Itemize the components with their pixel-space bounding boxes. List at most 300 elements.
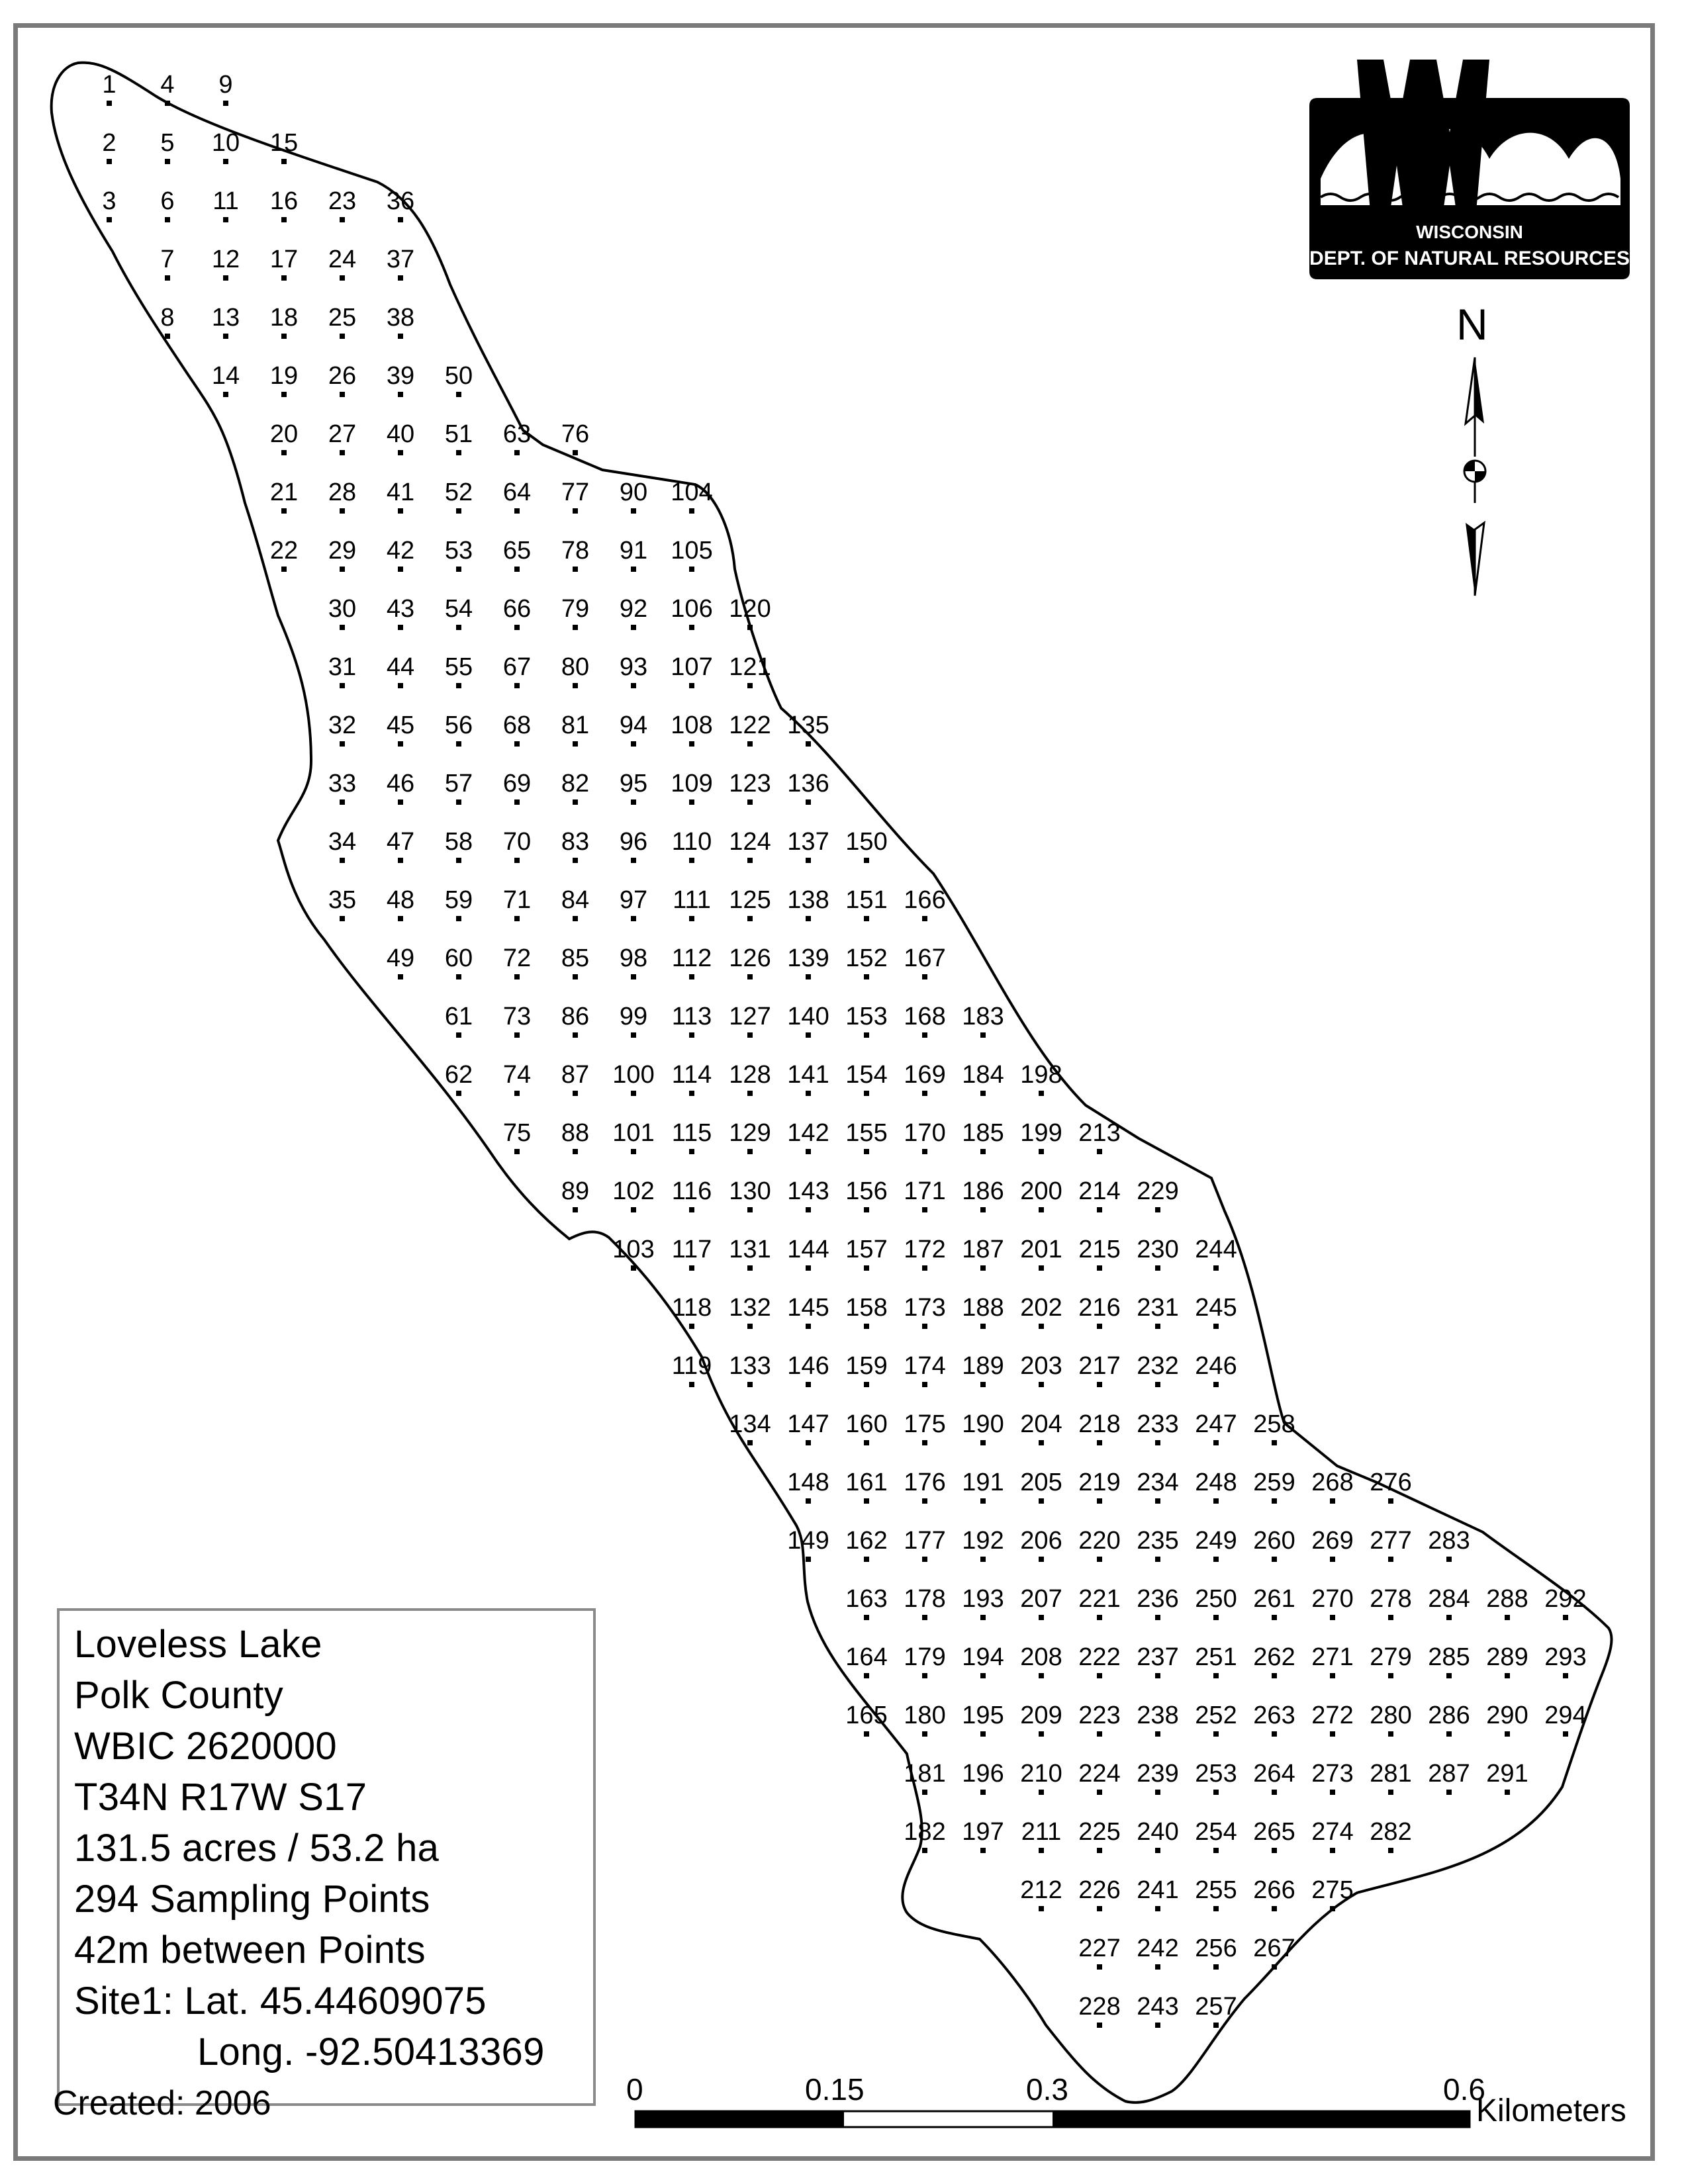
point-marker [1272, 1498, 1277, 1504]
point-marker [281, 392, 287, 397]
point-label: 137 [787, 828, 829, 856]
point-marker [107, 217, 112, 222]
point-label: 12 [211, 246, 240, 273]
point-marker [922, 1149, 927, 1154]
point-label: 57 [444, 770, 473, 797]
point-label: 160 [845, 1410, 888, 1438]
point-label: 56 [444, 711, 473, 739]
point-label: 82 [561, 770, 590, 797]
point-label: 167 [904, 944, 946, 972]
point-label: 142 [787, 1119, 829, 1147]
point-marker [864, 1557, 869, 1562]
point-marker [340, 217, 345, 222]
point-label: 29 [328, 537, 357, 565]
point-marker [689, 1382, 694, 1387]
point-marker [1097, 1848, 1102, 1853]
point-label: 49 [386, 944, 415, 972]
point-label: 103 [612, 1236, 655, 1263]
point-label: 51 [444, 420, 473, 448]
point-marker [340, 508, 345, 514]
point-label: 9 [218, 71, 233, 99]
point-label: 273 [1311, 1760, 1354, 1788]
point-label: 231 [1137, 1294, 1179, 1322]
point-marker [573, 799, 578, 805]
point-marker [631, 1032, 636, 1038]
point-marker [1563, 1731, 1568, 1737]
logo-line2: DEPT. OF NATURAL RESOURCES [1309, 248, 1630, 269]
point-marker [514, 683, 520, 688]
point-label: 230 [1137, 1236, 1179, 1263]
point-marker [747, 916, 753, 921]
point-marker [1039, 1091, 1044, 1096]
point-label: 139 [787, 944, 829, 972]
point-label: 176 [904, 1469, 946, 1496]
point-marker [980, 1091, 986, 1096]
point-marker [1213, 1324, 1219, 1329]
point-marker [573, 450, 578, 455]
point-label: 162 [845, 1527, 888, 1555]
point-label: 36 [386, 187, 415, 215]
point-marker [340, 858, 345, 863]
point-label: 121 [729, 653, 771, 681]
point-label: 250 [1195, 1585, 1237, 1613]
point-marker [1213, 1382, 1219, 1387]
point-label: 201 [1020, 1236, 1062, 1263]
point-label: 129 [729, 1119, 771, 1147]
north-label: N [1456, 300, 1488, 349]
point-marker [980, 1382, 986, 1387]
point-marker [1097, 2023, 1102, 2028]
point-label: 4 [160, 71, 175, 99]
point-label: 242 [1137, 1934, 1179, 1962]
point-label: 76 [561, 420, 590, 448]
point-marker [631, 916, 636, 921]
point-label: 86 [561, 1003, 590, 1030]
point-label: 23 [328, 187, 357, 215]
county: Polk County [74, 1674, 284, 1717]
point-marker [689, 1149, 694, 1154]
point-marker [922, 916, 927, 921]
point-label: 69 [502, 770, 532, 797]
point-marker [281, 334, 287, 339]
point-marker [980, 1557, 986, 1562]
point-marker [1097, 1324, 1102, 1329]
point-marker [631, 799, 636, 805]
point-marker [1213, 1906, 1219, 1911]
point-label: 246 [1195, 1352, 1237, 1380]
point-marker [806, 974, 811, 979]
point-label: 2 [102, 129, 117, 157]
point-marker [1039, 1673, 1044, 1678]
point-marker [1272, 1848, 1277, 1853]
point-label: 220 [1078, 1527, 1121, 1555]
point-marker [1097, 1673, 1102, 1678]
info-box [57, 1608, 596, 2106]
point-marker [1446, 1557, 1452, 1562]
point-label: 105 [671, 537, 713, 565]
point-marker [1388, 1498, 1393, 1504]
point-marker [1213, 1964, 1219, 1970]
point-label: 147 [787, 1410, 829, 1438]
point-label: 141 [787, 1061, 829, 1089]
point-marker [398, 334, 403, 339]
point-label: 70 [502, 828, 532, 856]
point-marker [1155, 1673, 1160, 1678]
point-label: 73 [502, 1003, 532, 1030]
point-label: 136 [787, 770, 829, 797]
point-marker [1097, 1440, 1102, 1445]
point-label: 197 [962, 1818, 1004, 1846]
point-label: 169 [904, 1061, 946, 1089]
point-marker [1155, 1731, 1160, 1737]
point-label: 166 [904, 886, 946, 914]
point-label: 284 [1428, 1585, 1470, 1613]
point-marker [1039, 1790, 1044, 1795]
point-marker [747, 1324, 753, 1329]
point-marker [456, 799, 461, 805]
point-marker [806, 1498, 811, 1504]
point-marker [340, 392, 345, 397]
point-marker [1097, 1906, 1102, 1911]
point-marker [747, 741, 753, 747]
point-label: 198 [1020, 1061, 1062, 1089]
point-label: 146 [787, 1352, 829, 1380]
point-marker [1213, 1498, 1219, 1504]
point-marker [1039, 1207, 1044, 1212]
point-marker [1155, 1790, 1160, 1795]
point-label: 85 [561, 944, 590, 972]
point-marker [1388, 1557, 1393, 1562]
point-marker [980, 1498, 986, 1504]
point-marker [573, 508, 578, 514]
point-label: 276 [1370, 1469, 1412, 1496]
point-label: 234 [1137, 1469, 1179, 1496]
point-marker [1097, 1964, 1102, 1970]
point-marker [1155, 1324, 1160, 1329]
point-marker [922, 1382, 927, 1387]
point-label: 204 [1020, 1410, 1062, 1438]
point-marker [398, 392, 403, 397]
point-label: 212 [1020, 1876, 1062, 1904]
point-label: 263 [1253, 1702, 1295, 1729]
point-marker [689, 799, 694, 805]
point-label: 233 [1137, 1410, 1179, 1438]
scale-tick-0: 0 [626, 2072, 643, 2107]
lake-name: Loveless Lake [74, 1623, 322, 1666]
point-label: 235 [1137, 1527, 1179, 1555]
point-label: 108 [671, 711, 713, 739]
point-label: 259 [1253, 1469, 1295, 1496]
point-label: 67 [502, 653, 532, 681]
point-label: 241 [1137, 1876, 1179, 1904]
point-marker [1155, 1557, 1160, 1562]
point-marker [1213, 1673, 1219, 1678]
point-marker [165, 159, 170, 164]
point-marker [514, 741, 520, 747]
point-marker [689, 1324, 694, 1329]
point-marker [1563, 1615, 1568, 1620]
point-marker [514, 625, 520, 630]
point-marker [1097, 1265, 1102, 1271]
point-label: 140 [787, 1003, 829, 1030]
point-label: 3 [102, 187, 117, 215]
point-label: 206 [1020, 1527, 1062, 1555]
point-marker [107, 159, 112, 164]
point-label: 264 [1253, 1760, 1295, 1788]
point-label: 253 [1195, 1760, 1237, 1788]
point-marker [456, 508, 461, 514]
point-marker [980, 1440, 986, 1445]
point-label: 173 [904, 1294, 946, 1322]
point-marker [340, 450, 345, 455]
point-marker [1039, 1440, 1044, 1445]
point-label: 149 [787, 1527, 829, 1555]
point-label: 122 [729, 711, 771, 739]
point-label: 39 [386, 362, 415, 390]
point-marker [922, 1673, 927, 1678]
point-marker [281, 275, 287, 281]
point-marker [573, 683, 578, 688]
point-label: 127 [729, 1003, 771, 1030]
point-label: 24 [328, 246, 357, 273]
point-label: 80 [561, 653, 590, 681]
point-label: 244 [1195, 1236, 1237, 1263]
point-marker [864, 1615, 869, 1620]
point-label: 265 [1253, 1818, 1295, 1846]
point-marker [573, 916, 578, 921]
point-marker [1039, 1324, 1044, 1329]
point-label: 237 [1137, 1643, 1179, 1671]
point-label: 219 [1078, 1469, 1121, 1496]
point-label: 47 [386, 828, 415, 856]
point-label: 98 [619, 944, 648, 972]
point-marker [1039, 1149, 1044, 1154]
point-marker [573, 567, 578, 572]
point-marker [747, 625, 753, 630]
point-marker [1388, 1731, 1393, 1737]
point-marker [747, 1091, 753, 1096]
point-marker [1213, 1265, 1219, 1271]
point-label: 130 [729, 1177, 771, 1205]
point-label: 194 [962, 1643, 1004, 1671]
point-marker [689, 741, 694, 747]
point-marker [1213, 1848, 1219, 1853]
point-marker [456, 683, 461, 688]
point-marker [340, 799, 345, 805]
point-marker [514, 974, 520, 979]
point-marker [1330, 1557, 1335, 1562]
point-label: 5 [160, 129, 175, 157]
point-label: 119 [671, 1352, 712, 1380]
point-label: 26 [328, 362, 357, 390]
point-label: 174 [904, 1352, 946, 1380]
point-label: 78 [561, 537, 590, 565]
point-label: 229 [1137, 1177, 1179, 1205]
site-longitude: Long. -92.50413369 [197, 2030, 545, 2073]
point-label: 117 [671, 1236, 712, 1263]
point-label: 199 [1020, 1119, 1062, 1147]
area: 131.5 acres / 53.2 ha [74, 1827, 440, 1870]
point-label: 144 [787, 1236, 829, 1263]
point-label: 277 [1370, 1527, 1412, 1555]
point-label: 54 [444, 595, 473, 623]
point-marker [1272, 1440, 1277, 1445]
point-label: 193 [962, 1585, 1004, 1613]
point-label: 261 [1253, 1585, 1295, 1613]
point-marker [1213, 1557, 1219, 1562]
point-marker [456, 567, 461, 572]
point-label: 190 [962, 1410, 1004, 1438]
point-label: 99 [619, 1003, 648, 1030]
point-label: 21 [269, 478, 299, 506]
point-label: 27 [328, 420, 357, 448]
point-label: 28 [328, 478, 357, 506]
point-label: 188 [962, 1294, 1004, 1322]
point-label: 158 [845, 1294, 888, 1322]
point-marker [922, 1324, 927, 1329]
point-marker [689, 683, 694, 688]
point-marker [223, 159, 228, 164]
point-label: 159 [845, 1352, 888, 1380]
point-marker [1155, 1382, 1160, 1387]
point-label: 150 [845, 828, 888, 856]
point-marker [922, 1615, 927, 1620]
point-marker [1213, 1615, 1219, 1620]
dnr-logo [1304, 46, 1635, 281]
point-marker [1155, 1265, 1160, 1271]
point-label: 257 [1195, 1993, 1237, 2021]
point-label: 255 [1195, 1876, 1237, 1904]
point-label: 62 [444, 1061, 473, 1089]
point-label: 161 [845, 1469, 888, 1496]
point-marker [514, 1091, 520, 1096]
point-marker [980, 1207, 986, 1212]
point-marker [398, 916, 403, 921]
point-label: 55 [444, 653, 473, 681]
point-label: 269 [1311, 1527, 1354, 1555]
point-label: 61 [444, 1003, 473, 1030]
point-marker [456, 1091, 461, 1096]
scale-unit: Kilometers [1476, 2093, 1626, 2128]
point-label: 172 [904, 1236, 946, 1263]
point-marker [631, 567, 636, 572]
point-label: 238 [1137, 1702, 1179, 1729]
point-label: 75 [502, 1119, 532, 1147]
point-label: 106 [671, 595, 713, 623]
point-marker [980, 1324, 986, 1329]
point-label: 143 [787, 1177, 829, 1205]
point-label: 221 [1078, 1585, 1121, 1613]
point-label: 279 [1370, 1643, 1412, 1671]
point-label: 196 [962, 1760, 1004, 1788]
point-label: 19 [269, 362, 299, 390]
point-marker [689, 974, 694, 979]
point-label: 115 [671, 1119, 712, 1147]
point-marker [806, 1324, 811, 1329]
point-marker [573, 858, 578, 863]
point-marker [747, 1207, 753, 1212]
point-marker [398, 275, 403, 281]
point-marker [398, 799, 403, 805]
point-label: 268 [1311, 1469, 1354, 1496]
point-marker [398, 567, 403, 572]
point-label: 164 [845, 1643, 888, 1671]
point-marker [1330, 1673, 1335, 1678]
point-marker [631, 1207, 636, 1212]
point-marker [806, 1557, 811, 1562]
point-marker [864, 1731, 869, 1737]
point-label: 91 [619, 537, 648, 565]
point-marker [573, 1032, 578, 1038]
point-label: 135 [787, 711, 829, 739]
point-marker [281, 217, 287, 222]
point-marker [1155, 1207, 1160, 1212]
point-label: 46 [386, 770, 415, 797]
point-marker [747, 1440, 753, 1445]
point-marker [631, 508, 636, 514]
point-label: 100 [612, 1061, 655, 1089]
point-label: 33 [328, 770, 357, 797]
point-label: 14 [211, 362, 240, 390]
point-label: 64 [502, 478, 532, 506]
point-label: 285 [1428, 1643, 1470, 1671]
point-label: 126 [729, 944, 771, 972]
point-label: 271 [1311, 1643, 1354, 1671]
point-label: 145 [787, 1294, 829, 1322]
north-arrow-icon [1464, 357, 1485, 596]
point-label: 163 [845, 1585, 888, 1613]
point-label: 123 [729, 770, 771, 797]
point-label: 228 [1078, 1993, 1121, 2021]
point-marker [806, 1091, 811, 1096]
point-label: 72 [502, 944, 532, 972]
point-marker [1039, 1265, 1044, 1271]
point-marker [1097, 1731, 1102, 1737]
point-marker [806, 1207, 811, 1212]
point-label: 282 [1370, 1818, 1412, 1846]
point-marker [456, 858, 461, 863]
point-label: 247 [1195, 1410, 1237, 1438]
point-marker [514, 450, 520, 455]
point-marker [747, 683, 753, 688]
point-label: 256 [1195, 1934, 1237, 1962]
point-marker [1330, 1790, 1335, 1795]
point-marker [456, 741, 461, 747]
point-label: 181 [904, 1760, 946, 1788]
point-label: 243 [1137, 1993, 1179, 2021]
point-marker [980, 1790, 986, 1795]
point-label: 170 [904, 1119, 946, 1147]
point-marker [573, 741, 578, 747]
point-marker [1097, 1790, 1102, 1795]
point-label: 71 [502, 886, 532, 914]
point-label: 44 [386, 653, 415, 681]
point-label: 104 [671, 478, 713, 506]
point-label: 120 [729, 595, 771, 623]
point-label: 275 [1311, 1876, 1354, 1904]
point-label: 251 [1195, 1643, 1237, 1671]
point-label: 187 [962, 1236, 1004, 1263]
point-marker [456, 625, 461, 630]
point-marker [1446, 1790, 1452, 1795]
point-label: 224 [1078, 1760, 1121, 1788]
point-marker [747, 974, 753, 979]
point-marker [456, 392, 461, 397]
point-label: 58 [444, 828, 473, 856]
point-marker [340, 567, 345, 572]
point-marker [223, 275, 228, 281]
point-marker [980, 1265, 986, 1271]
